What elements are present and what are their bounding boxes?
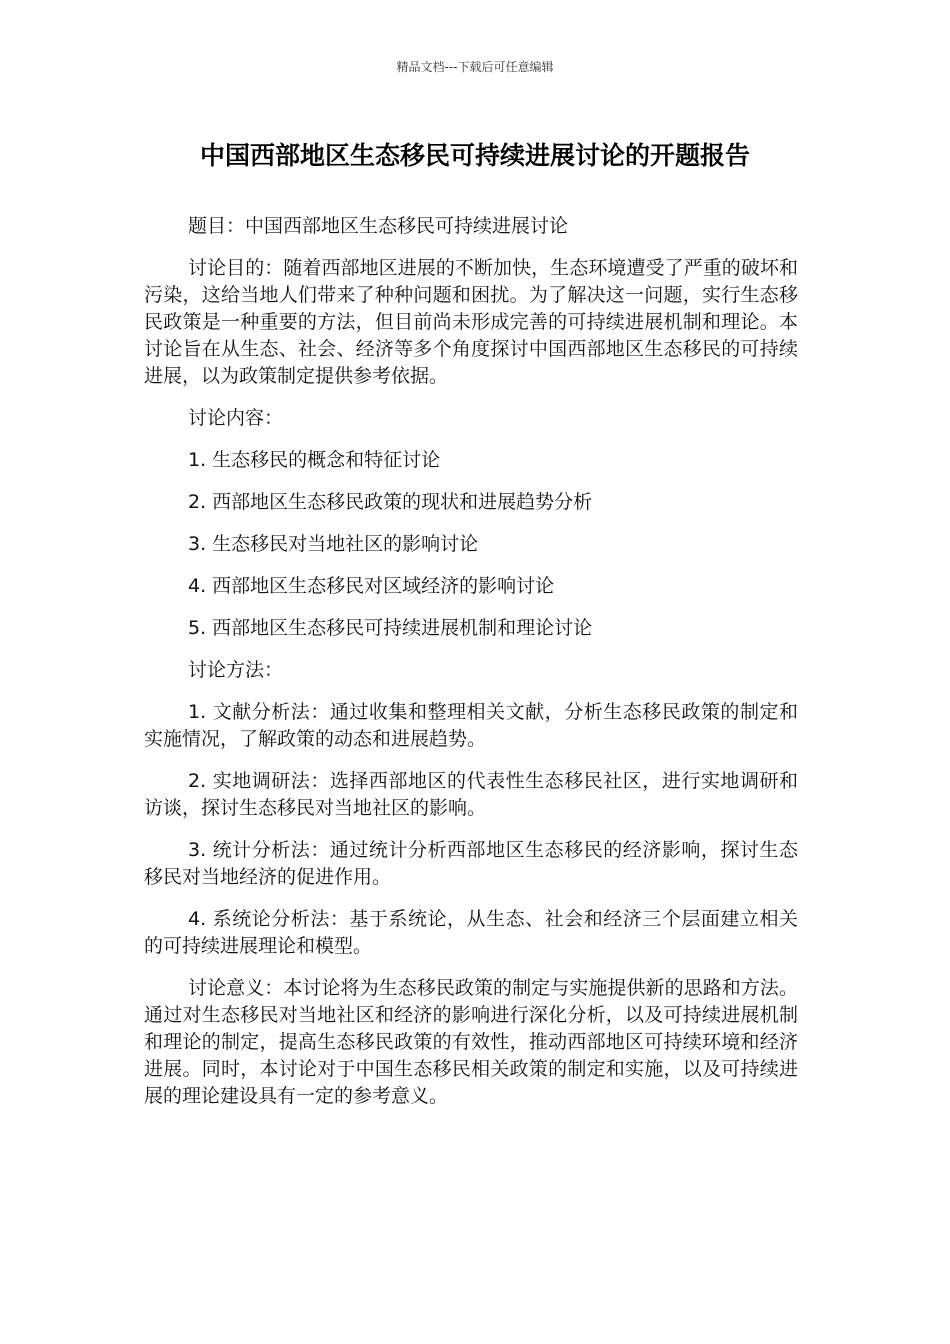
- document-title: 中国西部地区生态移民可持续进展讨论的开题报告: [199, 141, 750, 170]
- method-list-item: 1. 文献分析法：通过收集和整理相关文献，分析生态移民政策的制定和实施情况，了解政策的动态和进展趋势。: [144, 701, 798, 750]
- header-note: 精品文档---下载后可任意编辑: [396, 60, 554, 74]
- paragraph-method-heading: 讨论方法：: [188, 659, 284, 681]
- content-list-item: 3. 生态移民对当地社区的影响讨论: [188, 533, 479, 555]
- method-list-item: 4. 系统论分析法：基于系统论，从生态、社会和经济三个层面建立相关的可持续进展理论和模型。: [144, 908, 798, 957]
- content-list-item: 5. 西部地区生态移民可持续进展机制和理论讨论: [188, 617, 593, 639]
- paragraph-topic: 题目：中国西部地区生态移民可持续进展讨论: [188, 215, 569, 237]
- content-list-item: 1. 生态移民的概念和特征讨论: [188, 449, 441, 471]
- paragraph-purpose: 讨论目的：随着西部地区进展的不断加快，生态环境遭受了严重的破坏和污染，这给当地人们带来了种种问题和困扰。为了解决这一问题，实行生态移民政策是一种重要的方法，但目前尚未形成完善的可持续进展机制和理论。本讨论旨在从生态、社会、经济等多个角度探讨中国西部地区生态移民的可持续进展，以为政策制定提供参考依据。: [144, 257, 798, 387]
- content-list-item: 4. 西部地区生态移民对区域经济的影响讨论: [188, 575, 555, 597]
- paragraph-significance: 讨论意义：本讨论将为生态移民政策的制定与实施提供新的思路和方法。通过对生态移民对当地社区和经济的影响进行深化分析，以及可持续进展机制和理论的制定，提高生态移民政策的有效性，推动西部地区可持续环境和经济进展。同时，本讨论对于中国生态移民相关政策的制定和实施，以及可持续进展的理论建设具有一定的参考意义。: [144, 977, 798, 1107]
- method-list-item: 2. 实地调研法：选择西部地区的代表性生态移民社区，进行实地调研和访谈，探讨生态移民对当地社区的影响。: [144, 770, 798, 819]
- content-list-item: 2. 西部地区生态移民政策的现状和进展趋势分析: [188, 491, 593, 513]
- document-body: [144, 213, 798, 1125]
- method-list-item: 3. 统计分析法：通过统计分析西部地区生态移民的经济影响，探讨生态移民对当地经济的促进作用。: [144, 839, 798, 888]
- paragraph-content-heading: 讨论内容：: [188, 407, 284, 429]
